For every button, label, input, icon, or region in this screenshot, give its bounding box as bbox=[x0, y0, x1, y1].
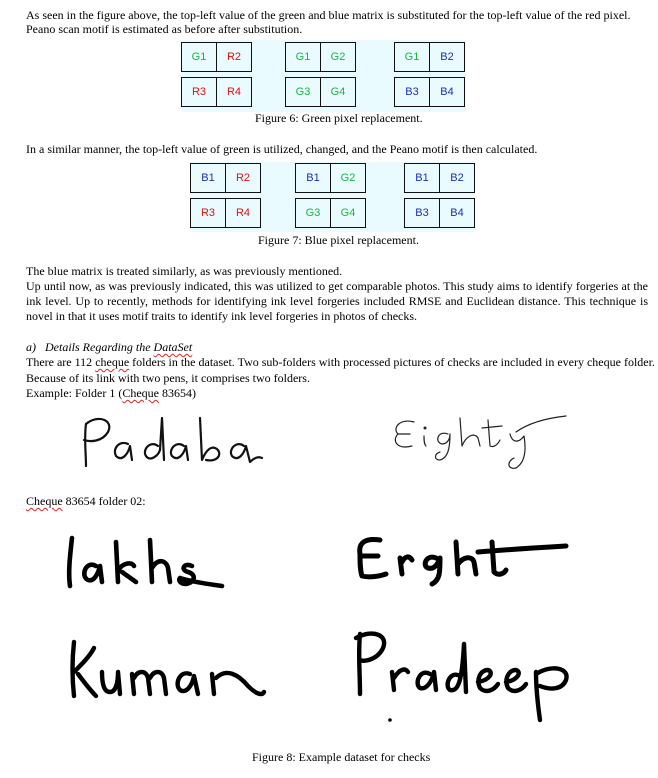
paragraph-2: In a similar manner, the top-left value of green is utilized, changed, and the Peano motif is then calculated. bbox=[26, 142, 538, 156]
matrix-cell: R3 bbox=[181, 77, 217, 107]
paragraph-4-misspelled: cheque bbox=[95, 355, 130, 369]
matrix-cell: R4 bbox=[216, 77, 252, 107]
paragraph-5: Because of its link with two pens, it comprises two folders. bbox=[26, 371, 310, 385]
example-misspelled: Cheque bbox=[122, 386, 159, 400]
paragraph-1-line-1: As seen in the figure above, the top-left value of the green and blue matrix is substituted for the top-left value of the red pixel. bbox=[26, 8, 631, 22]
matrix-cell: G3 bbox=[295, 198, 331, 228]
matrix-cell: B1 bbox=[190, 163, 226, 193]
matrix-cell: G4 bbox=[320, 77, 356, 107]
matrix-cell: B3 bbox=[394, 77, 430, 107]
matrix-cell: B3 bbox=[404, 198, 440, 228]
word-eighty-thin bbox=[390, 412, 570, 474]
matrix-cell: R3 bbox=[190, 198, 226, 228]
paragraph-4-post: folders in the dataset. Two sub-folders with processed pictures of checks are included in every cheque folder. bbox=[129, 355, 655, 369]
matrix-cell: G1 bbox=[394, 42, 430, 72]
figure-8-caption: Figure 8: Example dataset for checks bbox=[252, 750, 431, 764]
matrix-cell: G2 bbox=[320, 42, 356, 72]
matrix-cell: G1 bbox=[285, 42, 321, 72]
matrix-cell: G2 bbox=[330, 163, 366, 193]
signature-padaba bbox=[80, 410, 270, 470]
matrix-cell: G4 bbox=[330, 198, 366, 228]
example-line bbox=[26, 386, 196, 400]
matrix-cell: B1 bbox=[404, 163, 440, 193]
matrix-cell: B4 bbox=[429, 77, 465, 107]
matrix-cell: R4 bbox=[225, 198, 261, 228]
word-lakhs bbox=[62, 532, 232, 592]
word-pradeep bbox=[350, 624, 582, 724]
matrix-cell: G1 bbox=[181, 42, 217, 72]
example-post: 83654) bbox=[158, 386, 196, 400]
word-eight-bold bbox=[352, 532, 576, 588]
section-a-label: a) bbox=[26, 340, 36, 354]
paragraph-3-line-1: The blue matrix is treated similarly, as was previously mentioned. bbox=[26, 264, 343, 278]
paragraph-3-body: Up until now, as was previously indicated, this was utilized to get comparable photos. This study aims to identify forgeries at the ink level. Up to recently, methods for identifying ink level forgeries included RMSE and Euclidean distance. This technique is novel in that it uses motif traits to identify ink level forgeries in photos of checks. bbox=[26, 279, 648, 323]
matrix-cell: B4 bbox=[439, 198, 475, 228]
figure-6-caption: Figure 6: Green pixel replacement. bbox=[255, 111, 423, 125]
matrix-cell: B2 bbox=[439, 163, 475, 193]
matrix-cell: B2 bbox=[429, 42, 465, 72]
example-pre: Example: Folder 1 ( bbox=[26, 386, 123, 400]
matrix-cell: B1 bbox=[295, 163, 331, 193]
section-a-heading bbox=[26, 340, 192, 354]
folder-02-misspelled: Cheque bbox=[26, 494, 63, 508]
matrix-cell: R2 bbox=[216, 42, 252, 72]
matrix-cell: G3 bbox=[285, 77, 321, 107]
matrix-cell: R2 bbox=[225, 163, 261, 193]
paragraph-1-line-2: Peano scan motif is estimated as before after substitution. bbox=[26, 22, 303, 36]
section-a-title: Details Regarding the bbox=[45, 340, 154, 354]
folder-02-post: 83654 folder 02: bbox=[62, 494, 146, 508]
paragraph-4 bbox=[26, 355, 655, 369]
folder-02-label bbox=[26, 494, 146, 508]
paragraph-4-pre: There are 112 bbox=[26, 355, 96, 369]
word-kumar bbox=[66, 634, 266, 706]
figure-7-caption: Figure 7: Blue pixel replacement. bbox=[258, 233, 419, 247]
section-a-title-misspelled: DataSet bbox=[153, 340, 193, 354]
